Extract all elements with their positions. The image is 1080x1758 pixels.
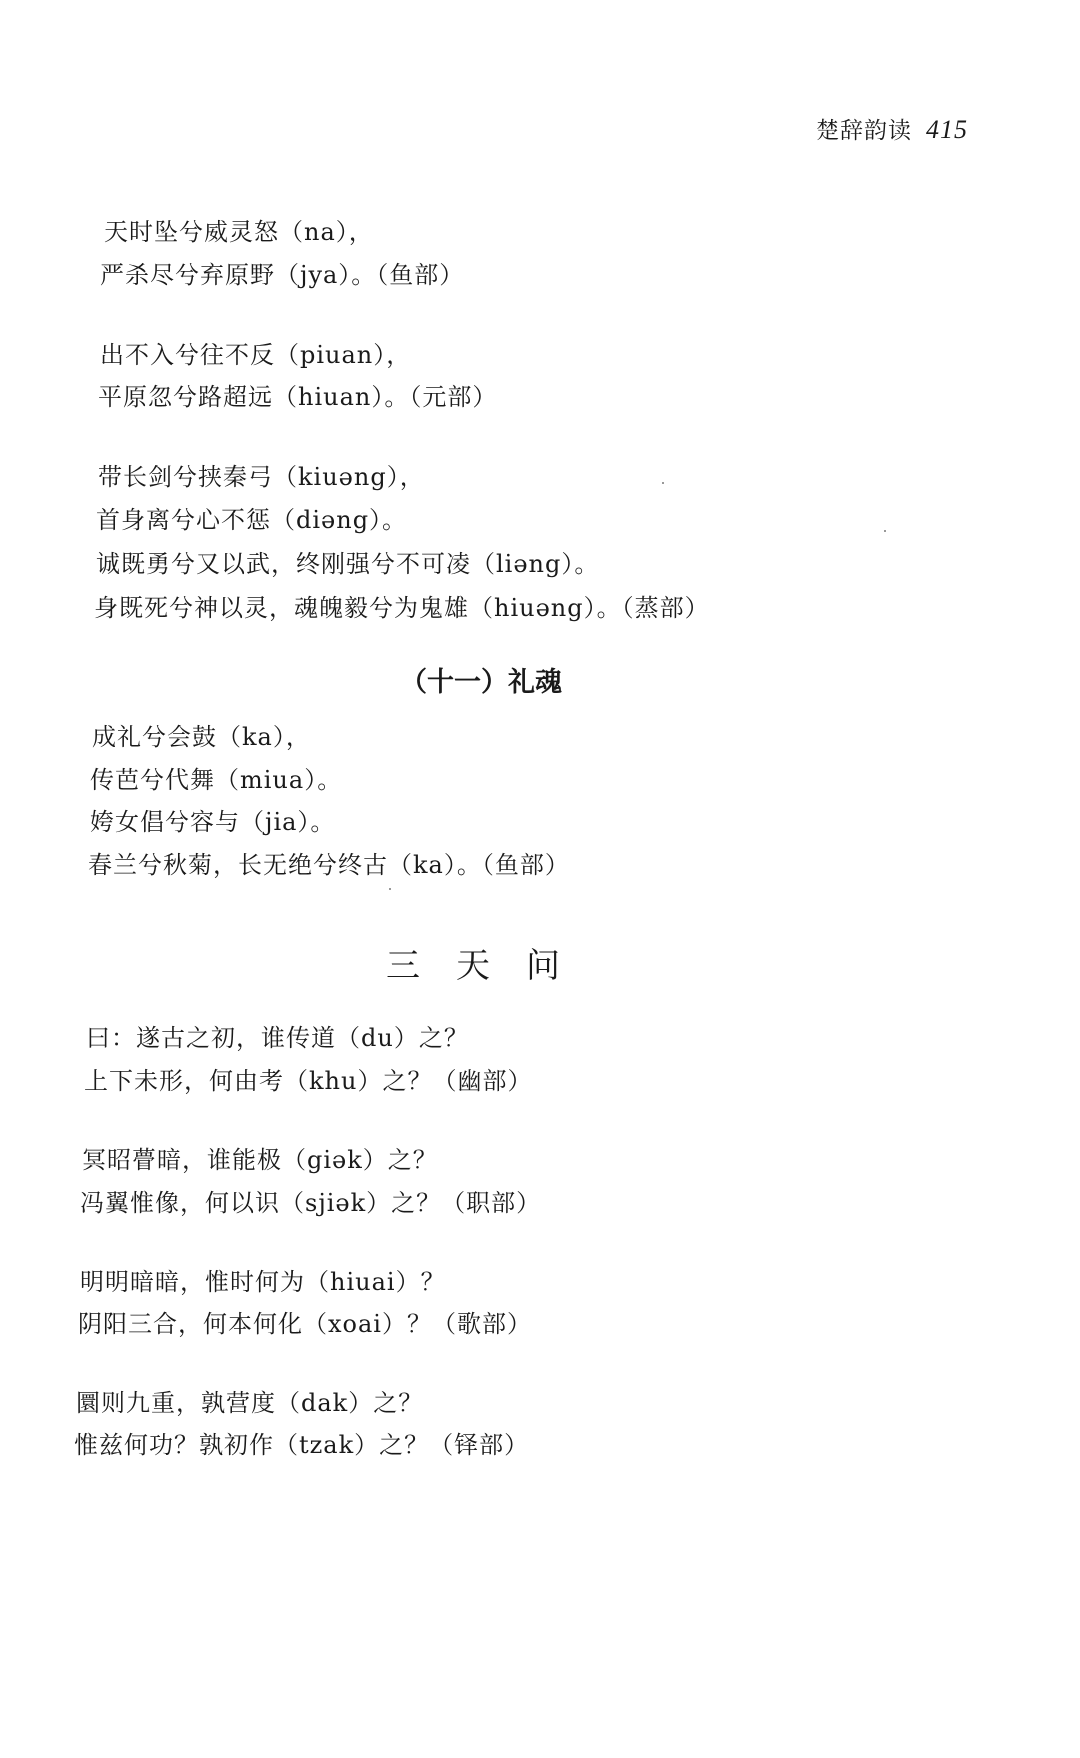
verse-line: 冯翼惟像，何以识（sjiək）之？（职部）	[80, 1189, 542, 1217]
book-title: 楚辞韵读	[816, 118, 912, 144]
chapter-title: 三天问	[386, 946, 596, 986]
verse-line: 天时坠兮威灵怒（na），	[104, 218, 374, 246]
running-header	[816, 112, 968, 145]
verse-line: 惟兹何功？孰初作（tzak）之？（铎部）	[74, 1431, 530, 1459]
verse-line: 上下未形，何由考（khu）之？（幽部）	[84, 1067, 533, 1095]
verse-line: 春兰兮秋菊，长无绝兮终古（ka）。（鱼部）	[88, 851, 570, 879]
verse-line: 身既死兮神以灵，魂魄毅兮为鬼雄（hiuəng）。（蒸部）	[94, 594, 710, 622]
verse-line: 曰：遂古之初，谁传道（du）之？	[86, 1024, 469, 1052]
verse-line: 明明暗暗，惟时何为（hiuai）？	[80, 1268, 446, 1296]
scan-speck	[884, 530, 886, 532]
verse-line: 冥昭瞢暗，谁能极（giək）之？	[82, 1146, 438, 1174]
verse-line: 严杀尽兮弃原野（jya）。（鱼部）	[100, 261, 465, 289]
verse-line: 传芭兮代舞（miua）。	[90, 766, 343, 794]
verse-line: 成礼兮会鼓（ka），	[92, 723, 311, 751]
verse-line: 带长剑兮挟秦弓（kiuəng），	[98, 463, 425, 491]
verse-line: 平原忽兮路超远（hiuan）。（元部）	[98, 383, 498, 411]
verse-line: 圜则九重，孰营度（dak）之？	[76, 1389, 424, 1417]
verse-line: 出不入兮往不反（piuan），	[100, 341, 412, 369]
scan-speck	[662, 482, 664, 484]
verse-line: 姱女倡兮容与（jia）。	[90, 808, 336, 836]
verse-line: 首身离兮心不惩（diəng）。	[96, 506, 408, 534]
scan-speck	[389, 888, 391, 890]
section-title: （十一）礼魂	[400, 667, 562, 698]
verse-line: 阴阳三合，何本何化（xoai）？（歌部）	[78, 1310, 532, 1338]
page-number: 415	[926, 115, 968, 144]
verse-line: 诚既勇兮又以武，终刚强兮不可凌（liəng）。	[96, 550, 600, 578]
